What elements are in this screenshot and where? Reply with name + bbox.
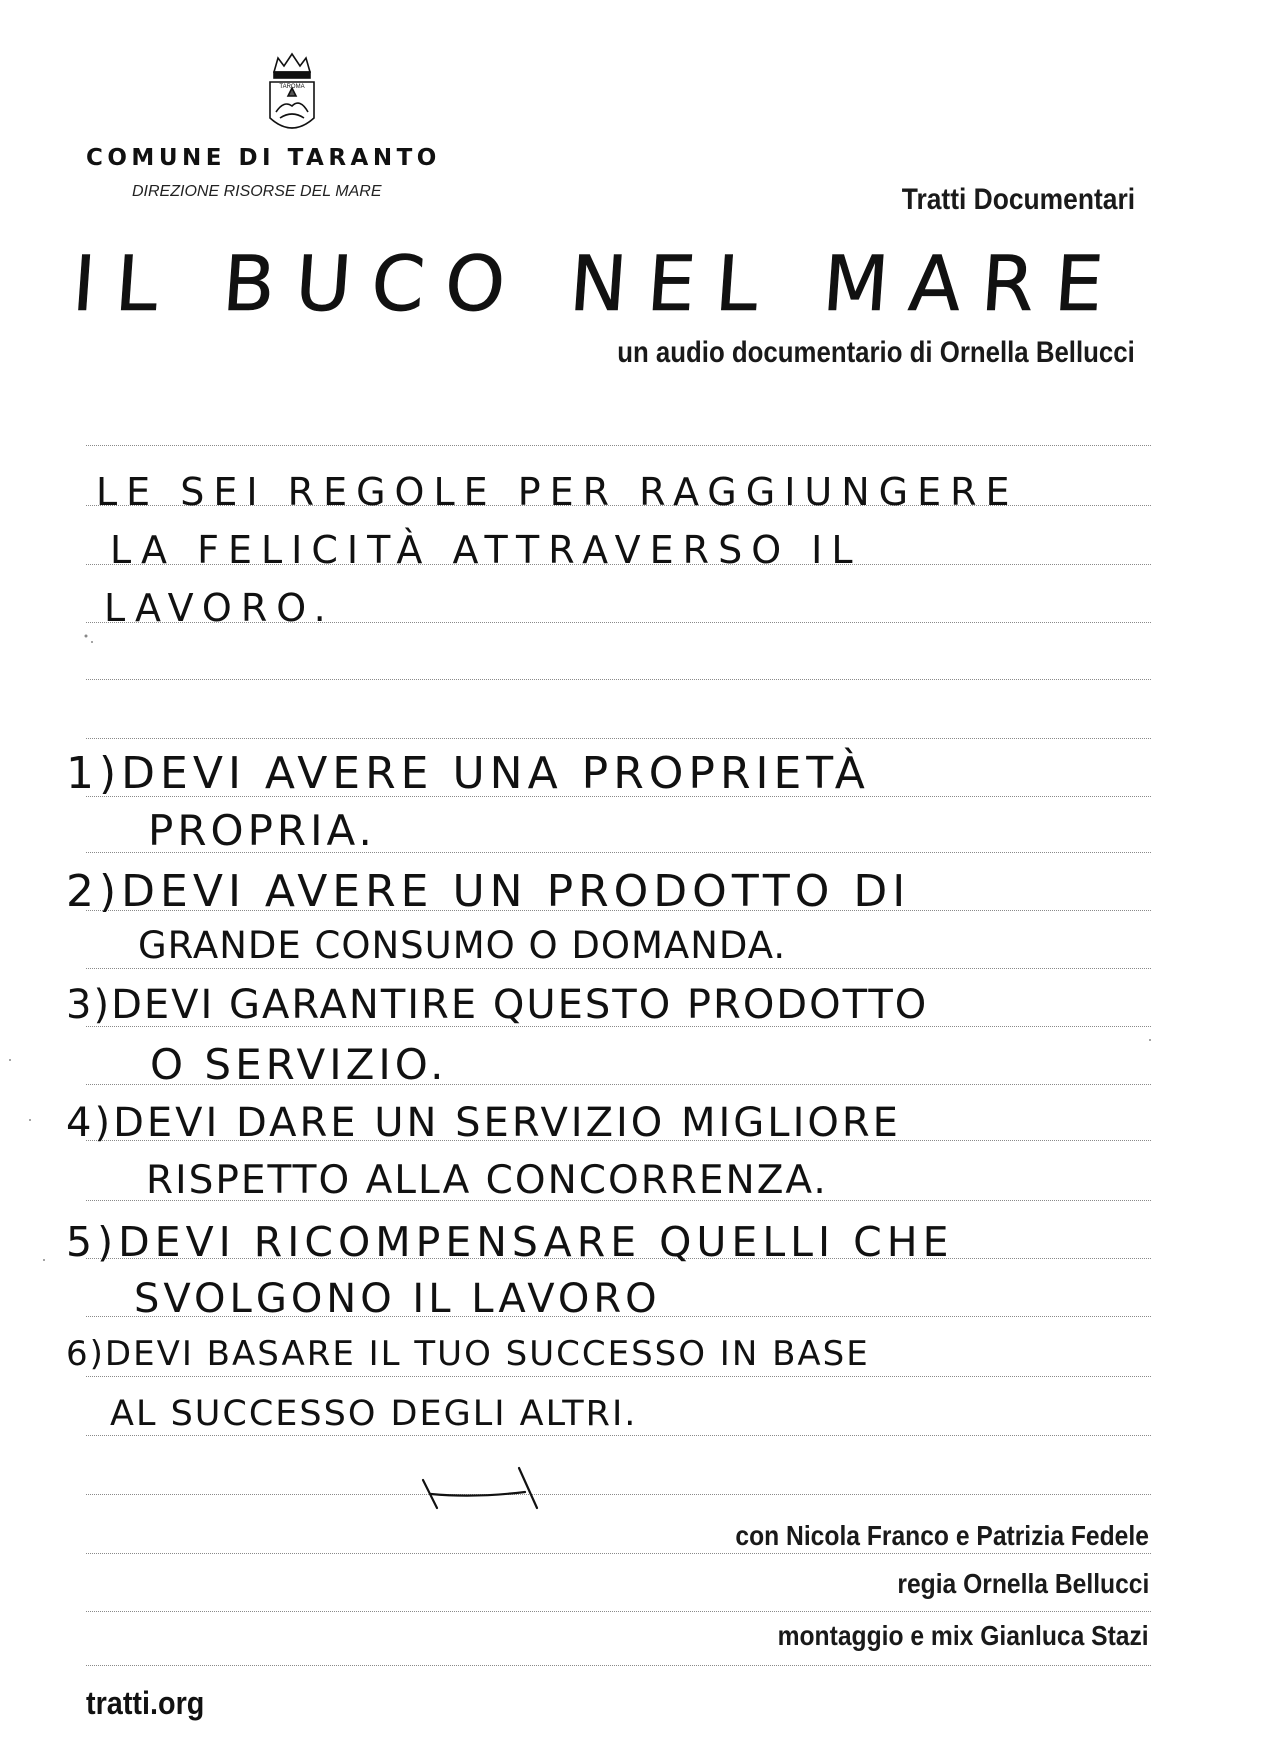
- comune-crest-icon: [262, 52, 322, 138]
- rule-text: DEVI DARE UN SERVIZIO MIGLIORE: [113, 1100, 901, 1146]
- note-heading-line: LE SEI REGOLE PER RAGGIUNGERE: [96, 470, 1019, 514]
- rule-line: [86, 445, 1151, 446]
- rule-item-4: [66, 1100, 901, 1146]
- rule-item-3: [66, 982, 928, 1028]
- rule-line: [86, 1435, 1151, 1436]
- rule-number: 2): [66, 866, 122, 917]
- rule-line: [86, 679, 1151, 680]
- rule-line: [86, 968, 1151, 969]
- rule-text: DEVI AVERE UN PRODOTTO DI: [121, 866, 911, 917]
- series-name: Tratti Documentari: [901, 183, 1135, 216]
- rule-item-5: [66, 1218, 954, 1266]
- department-name: DIREZIONE RISORSE DEL MARE: [132, 183, 382, 200]
- documentary-title: [68, 238, 1148, 328]
- rule-item-6: [66, 1334, 870, 1374]
- rule-text: DEVI BASARE IL TUO SUCCESSO IN BASE: [104, 1334, 870, 1374]
- rule-continuation: PROPRIA.: [148, 806, 376, 855]
- rule-continuation: RISPETTO ALLA CONCORRENZA.: [146, 1158, 828, 1203]
- rule-number: 1): [66, 748, 122, 799]
- rule-continuation: O SERVIZIO.: [150, 1040, 448, 1089]
- rule-continuation: GRANDE CONSUMO O DOMANDA.: [138, 924, 787, 967]
- rule-line: [86, 738, 1151, 739]
- rule-text: DEVI AVERE UNA PROPRIETÀ: [121, 748, 870, 799]
- rule-line: [86, 1665, 1151, 1666]
- note-heading-line: LA FELICITÀ ATTRAVERSO IL: [110, 528, 862, 572]
- rule-item-2: [66, 866, 910, 917]
- rule-continuation: AL SUCCESSO DEGLI ALTRI.: [110, 1394, 638, 1434]
- note-heading-line: LAVORO.: [104, 586, 335, 630]
- rule-number: 3): [66, 982, 112, 1028]
- rule-line: [86, 1376, 1151, 1377]
- rule-line: [86, 1494, 1151, 1495]
- rule-continuation: SVOLGONO IL LAVORO: [134, 1276, 661, 1322]
- rule-line: [86, 1553, 1151, 1554]
- svg-text:IL BUCO NEL MARE: IL BUCO NEL MARE: [69, 239, 1106, 328]
- rule-text: DEVI GARANTIRE QUESTO PRODOTTO: [111, 982, 929, 1028]
- credit-director: regia Ornella Bellucci: [897, 1568, 1149, 1599]
- documentary-subtitle: un audio documentario di Ornella Bellucci: [617, 336, 1135, 369]
- rule-line: [86, 1611, 1151, 1612]
- crest-text: TAROMA: [279, 84, 305, 90]
- credit-cast: con Nicola Franco e Patrizia Fedele: [735, 1520, 1149, 1551]
- handwritten-signoff-mark: [415, 1462, 565, 1522]
- website-link[interactable]: tratti.org: [86, 1685, 205, 1721]
- rule-number: 6): [66, 1334, 105, 1374]
- rule-number: 4): [66, 1100, 114, 1146]
- credit-editing: montaggio e mix Gianluca Stazi: [777, 1620, 1149, 1651]
- rule-number: 5): [66, 1218, 119, 1266]
- rule-item-1: [66, 748, 870, 799]
- municipality-name: COMUNE DI TARANTO: [86, 145, 441, 171]
- rule-text: DEVI RICOMPENSARE QUELLI CHE: [118, 1218, 954, 1266]
